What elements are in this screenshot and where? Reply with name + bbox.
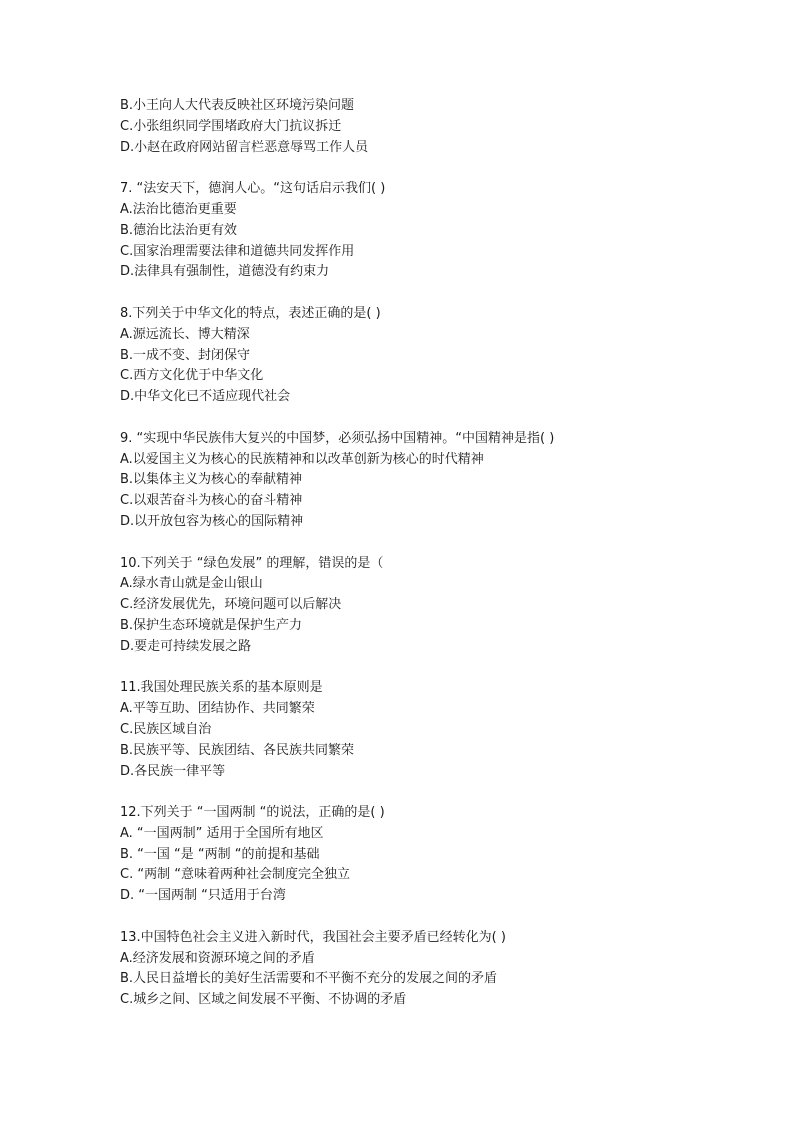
question-12	[120, 803, 760, 907]
option: B.德治比法治更有效	[120, 222, 238, 238]
option: C.民族区域自治	[120, 721, 212, 737]
option: A.绿水青山就是金山银山	[120, 576, 263, 592]
option: C.国家治理需要法律和道德共同发挥作用	[120, 243, 355, 259]
option: C. “两制 “意味着两种社会制度完全独立	[120, 867, 350, 883]
option: B.保护生态环境就是保护生产力	[120, 617, 303, 633]
option: B.以集体主义为核心的奉献精神	[120, 472, 303, 488]
question-13	[120, 928, 760, 1011]
option: A.平等互助、团结协作、共同繁荣	[120, 701, 315, 717]
option: D.法律具有强制性，道德没有约束力	[120, 264, 330, 280]
option: D.以开放包容为核心的国际精神	[120, 513, 304, 529]
question-stem: 8.下列关于中华文化的特点，表述正确的是( )	[120, 305, 381, 321]
leading-options	[120, 96, 760, 158]
question-stem: 13.中国特色社会主义进入新时代，我国社会主要矛盾已经转化为( )	[120, 929, 506, 945]
question-10	[120, 554, 760, 658]
option: D. “一国两制 “只适用于台湾	[120, 888, 286, 904]
question-stem: 7. “法安天下，德润人心。“这句话启示我们( )	[120, 181, 386, 197]
option: A.源远流长、博大精深	[120, 326, 250, 342]
question-8	[120, 304, 760, 408]
question-stem: 10.下列关于 “绿色发展” 的理解，错误的是（	[120, 555, 384, 571]
question-stem: 9. “实现中华民族伟大复兴的中国梦，必须弘扬中国精神。“中国精神是指( )	[120, 430, 555, 446]
question-7	[120, 179, 760, 283]
option: C.小张组织同学围堵政府大门抗议拆迁	[120, 118, 342, 134]
option: D.小赵在政府网站留言栏恶意辱骂工作人员	[120, 139, 369, 155]
option: D.各民族一律平等	[120, 763, 226, 779]
option: C.经济发展优先，环境问题可以后解决	[120, 597, 342, 613]
option: A.以爱国主义为核心的民族精神和以改革创新为核心的时代精神	[120, 451, 484, 467]
option: A. “一国两制” 适用于全国所有地区	[120, 825, 324, 841]
option: A.经济发展和资源环境之间的矛盾	[120, 950, 315, 966]
option: B.一成不变、封闭保守	[120, 347, 251, 363]
option: C.城乡之间、区域之间发展不平衡、不协调的矛盾	[120, 992, 407, 1008]
question-11	[120, 678, 760, 782]
option: B. “一国 “是 “两制 “的前提和基础	[120, 846, 320, 862]
option: B.民族平等、民族团结、各民族共同繁荣	[120, 742, 355, 758]
option: B.小王向人大代表反映社区环境污染问题	[120, 98, 355, 113]
option: A.法治比德治更重要	[120, 201, 237, 217]
option: C.以艰苦奋斗为核心的奋斗精神	[120, 493, 303, 509]
option: B.人民日益增长的美好生活需要和不平衡不充分的发展之间的矛盾	[120, 971, 498, 987]
option: C.西方文化优于中华文化	[120, 368, 264, 384]
question-stem: 11.我国处理民族关系的基本原则是	[120, 680, 323, 696]
question-9	[120, 429, 760, 533]
question-stem: 12.下列关于 “一国两制 “的说法，正确的是( )	[120, 805, 385, 821]
document-page	[120, 96, 760, 1011]
option: D.要走可持续发展之路	[120, 638, 252, 654]
option: D.中华文化已不适应现代社会	[120, 389, 291, 405]
